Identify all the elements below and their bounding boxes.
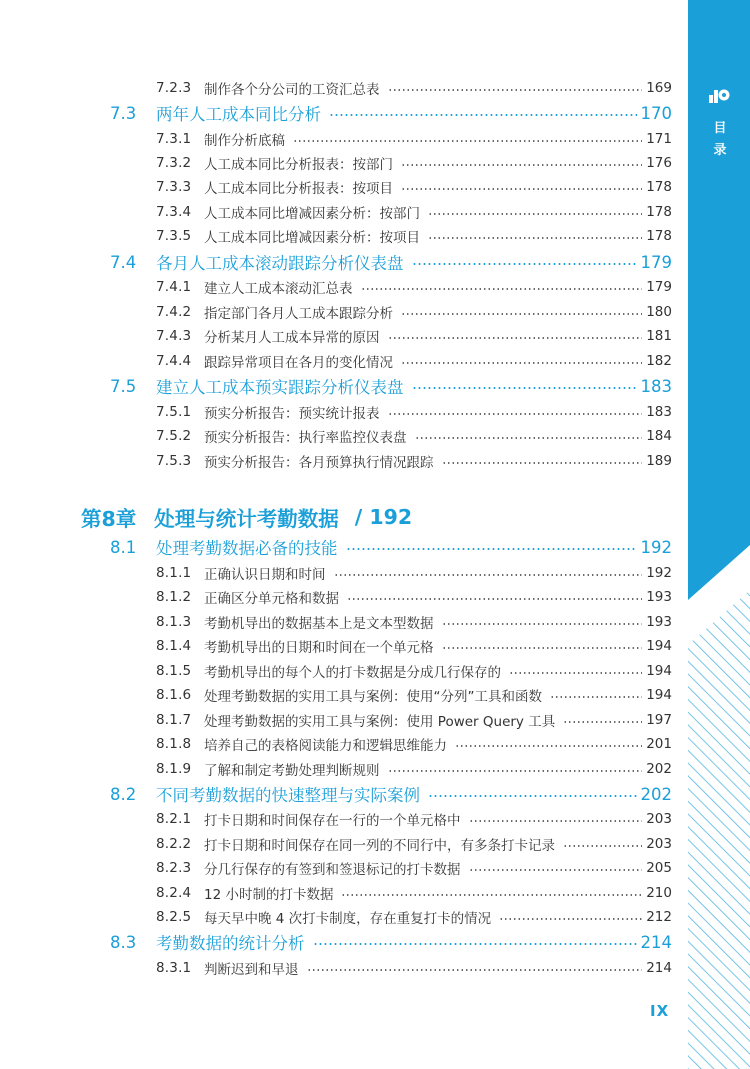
section-number: 7.5	[110, 376, 137, 396]
entry-title: 处理考勤数据的实用工具与案例：使用“分列”工具和函数	[204, 689, 542, 705]
entry-title: 分析某月人工成本异常的原因	[204, 330, 380, 346]
toc-entry[interactable]	[156, 177, 672, 197]
toc-entry[interactable]	[156, 129, 672, 149]
entry-number: 7.4.3	[156, 328, 192, 344]
leader-dots	[401, 313, 642, 315]
entry-number: 8.1.3	[156, 614, 192, 630]
entry-title: 正确认识日期和时间	[204, 567, 326, 583]
entry-title: 制作各个分公司的工资汇总表	[204, 82, 380, 98]
toc-section[interactable]	[110, 931, 672, 953]
entry-number: 8.2.2	[156, 836, 192, 852]
toc-section[interactable]	[110, 375, 672, 397]
side-label-char: 录	[713, 143, 727, 158]
leader-dots	[415, 437, 643, 439]
entry-number: 7.5.2	[156, 428, 192, 444]
leader-dots	[293, 140, 642, 142]
leader-dots	[442, 623, 643, 625]
toc-entry[interactable]	[156, 302, 672, 322]
entry-page: 182	[646, 353, 672, 369]
entry-number: 7.3.5	[156, 228, 192, 244]
entry-number: 8.1.5	[156, 663, 192, 679]
toc-section[interactable]	[110, 783, 672, 805]
toc-entry[interactable]	[156, 451, 672, 471]
leader-dots	[412, 263, 637, 265]
section-number: 8.3	[110, 932, 137, 952]
chapter-page: / 192	[354, 505, 413, 529]
entry-number: 8.1.8	[156, 736, 192, 752]
entry-page: 214	[646, 960, 672, 976]
entry-title: 指定部门各月人工成本跟踪分析	[204, 306, 393, 322]
entry-number: 8.2.4	[156, 885, 192, 901]
entry-title: 分几行保存的有签到和签退标记的打卡数据	[204, 862, 461, 878]
entry-number: 7.3.2	[156, 155, 192, 171]
leader-dots	[469, 820, 643, 822]
entry-number: 8.1.6	[156, 687, 192, 703]
entry-page: 181	[646, 328, 672, 344]
entry-title: 跟踪异常项目在各月的变化情况	[204, 355, 393, 371]
section-title: 处理考勤数据必备的技能	[156, 539, 338, 558]
entry-title: 打卡日期和时间保存在同一列的不同行中，有多条打卡记录	[204, 838, 555, 854]
toc-entry[interactable]	[156, 351, 672, 371]
toc-entry[interactable]	[156, 636, 672, 656]
section-page: 214	[640, 932, 672, 952]
leader-dots	[563, 721, 642, 723]
toc-entry[interactable]	[156, 402, 672, 422]
entry-number: 7.4.2	[156, 304, 192, 320]
leader-dots	[442, 462, 643, 464]
entry-page: 202	[646, 761, 672, 777]
section-page: 192	[640, 537, 672, 557]
entry-page: 183	[646, 404, 672, 420]
leader-dots	[346, 548, 637, 550]
entry-page: 180	[646, 304, 672, 320]
toc-entry[interactable]	[156, 858, 672, 878]
section-page: 202	[640, 784, 672, 804]
entry-title: 预实分析报告：预实统计报表	[204, 406, 380, 422]
entry-number: 8.1.7	[156, 712, 192, 728]
section-title: 各月人工成本滚动跟踪分析仪表盘	[156, 254, 404, 273]
toc-section[interactable]	[110, 102, 672, 124]
entry-page: 210	[646, 885, 672, 901]
toc-entry[interactable]	[156, 834, 672, 854]
entry-title: 人工成本同比分析报表：按部门	[204, 157, 393, 173]
leader-dots	[388, 413, 643, 415]
leader-dots	[428, 213, 642, 215]
entry-title: 考勤机导出的每个人的打卡数据是分成几行保存的	[204, 665, 501, 681]
toc-entry[interactable]	[156, 426, 672, 446]
toc-entry[interactable]	[156, 685, 672, 705]
section-number: 8.2	[110, 784, 137, 804]
toc-entry[interactable]	[156, 153, 672, 173]
entry-page: 184	[646, 428, 672, 444]
entry-title: 正确区分单元格和数据	[204, 591, 339, 607]
entry-title: 打卡日期和时间保存在一行的一个单元格中	[204, 813, 461, 829]
entry-number: 8.2.5	[156, 909, 192, 925]
toc-entry[interactable]	[156, 202, 672, 222]
toc-entry[interactable]	[156, 587, 672, 607]
entry-title: 人工成本同比增减因素分析：按项目	[204, 230, 420, 246]
entry-title: 人工成本同比增减因素分析：按部门	[204, 206, 420, 222]
entry-title: 12 小时制的打卡数据	[204, 887, 334, 903]
entry-title: 处理考勤数据的实用工具与案例：使用 Power Query 工具	[204, 714, 556, 730]
entry-page: 179	[646, 279, 672, 295]
entry-number: 7.4.4	[156, 353, 192, 369]
entry-page: 176	[646, 155, 672, 171]
entry-number: 8.1.1	[156, 565, 192, 581]
leader-dots	[442, 647, 643, 649]
entry-page: 194	[646, 638, 672, 654]
leader-dots	[455, 745, 642, 747]
entry-number: 8.1.9	[156, 761, 192, 777]
entry-number: 7.3.4	[156, 204, 192, 220]
entry-title: 预实分析报告：各月预算执行情况跟踪	[204, 455, 434, 471]
entry-page: 201	[646, 736, 672, 752]
toc-entry[interactable]	[156, 809, 672, 829]
toc-entry[interactable]	[156, 661, 672, 681]
section-number: 7.3	[110, 103, 137, 123]
chapter-number: 第8章	[81, 507, 137, 531]
toc-side-label	[709, 118, 731, 162]
toc-section[interactable]	[110, 251, 672, 273]
section-page: 179	[640, 252, 672, 272]
chapter-heading[interactable]	[81, 503, 412, 531]
leader-dots	[550, 696, 642, 698]
entry-page: 178	[646, 228, 672, 244]
leader-dots	[563, 845, 642, 847]
entry-number: 8.3.1	[156, 960, 192, 976]
leader-dots	[329, 114, 637, 116]
entry-title: 考勤机导出的数据基本上是文本型数据	[204, 616, 434, 632]
leader-dots	[428, 795, 637, 797]
entry-page: 212	[646, 909, 672, 925]
entry-page: 193	[646, 589, 672, 605]
entry-number: 8.2.3	[156, 860, 192, 876]
entry-number: 7.5.1	[156, 404, 192, 420]
entry-number: 7.2.3	[156, 80, 192, 96]
entry-page: 189	[646, 453, 672, 469]
toc-entry[interactable]	[156, 759, 672, 779]
entry-title: 每天早中晚 4 次打卡制度，存在重复打卡的情况	[204, 911, 492, 927]
section-page: 183	[640, 376, 672, 396]
entry-page: 178	[646, 179, 672, 195]
section-title: 考勤数据的统计分析	[156, 934, 305, 953]
leader-dots	[307, 969, 643, 971]
section-title: 建立人工成本预实跟踪分析仪表盘	[156, 378, 404, 397]
entry-title: 预实分析报告：执行率监控仪表盘	[204, 430, 407, 446]
entry-number: 7.4.1	[156, 279, 192, 295]
entry-title: 了解和制定考勤处理判断规则	[204, 763, 380, 779]
leader-dots	[499, 918, 642, 920]
book-logo-icon	[708, 86, 730, 104]
entry-number: 8.1.4	[156, 638, 192, 654]
toc-entry[interactable]	[156, 226, 672, 246]
leader-dots	[341, 894, 642, 896]
entry-page: 193	[646, 614, 672, 630]
entry-title: 判断迟到和早退	[204, 962, 299, 978]
entry-number: 7.3.3	[156, 179, 192, 195]
leader-dots	[388, 89, 643, 91]
entry-number: 8.1.2	[156, 589, 192, 605]
toc-entry[interactable]	[156, 563, 672, 583]
leader-dots	[412, 387, 637, 389]
entry-title: 人工成本同比分析报表：按项目	[204, 181, 393, 197]
leader-dots	[428, 237, 642, 239]
entry-page: 169	[646, 80, 672, 96]
leader-dots	[334, 574, 643, 576]
entry-page: 194	[646, 687, 672, 703]
toc-entry[interactable]	[156, 612, 672, 632]
entry-page: 194	[646, 663, 672, 679]
section-title: 两年人工成本同比分析	[156, 105, 321, 124]
toc-entry[interactable]	[156, 78, 672, 98]
leader-dots	[347, 598, 642, 600]
toc-section[interactable]	[110, 536, 672, 558]
section-number: 8.1	[110, 537, 137, 557]
entry-title: 考勤机导出的日期和时间在一个单元格	[204, 640, 434, 656]
entry-number: 8.2.1	[156, 811, 192, 827]
toc-entry[interactable]	[156, 277, 672, 297]
entry-title: 培养自己的表格阅读能力和逻辑思维能力	[204, 738, 447, 754]
leader-dots	[469, 869, 643, 871]
entry-page: 205	[646, 860, 672, 876]
leader-dots	[401, 188, 642, 190]
leader-dots	[361, 288, 643, 290]
leader-dots	[388, 337, 643, 339]
entry-page: 178	[646, 204, 672, 220]
entry-number: 7.5.3	[156, 453, 192, 469]
toc-entry[interactable]	[156, 734, 672, 754]
section-number: 7.4	[110, 252, 137, 272]
entry-page: 171	[646, 131, 672, 147]
toc-entry[interactable]	[156, 958, 672, 978]
side-label-char: 目	[713, 121, 727, 136]
entry-page: 203	[646, 811, 672, 827]
page-number: IX	[650, 1002, 670, 1020]
section-page: 170	[640, 103, 672, 123]
leader-dots	[401, 362, 642, 364]
entry-title: 制作分析底稿	[204, 133, 285, 149]
entry-number: 7.3.1	[156, 131, 192, 147]
entry-page: 192	[646, 565, 672, 581]
leader-dots	[401, 164, 642, 166]
leader-dots	[388, 770, 643, 772]
toc-entry[interactable]	[156, 326, 672, 346]
entry-page: 197	[646, 712, 672, 728]
section-title: 不同考勤数据的快速整理与实际案例	[156, 786, 420, 805]
chapter-title: 处理与统计考勤数据	[154, 507, 339, 531]
entry-title: 建立人工成本滚动汇总表	[204, 281, 353, 297]
leader-dots	[313, 943, 637, 945]
leader-dots	[509, 672, 642, 674]
toc-entry[interactable]	[156, 883, 672, 903]
entry-page: 203	[646, 836, 672, 852]
toc-entry[interactable]	[156, 907, 672, 927]
toc-entry[interactable]	[156, 710, 672, 730]
